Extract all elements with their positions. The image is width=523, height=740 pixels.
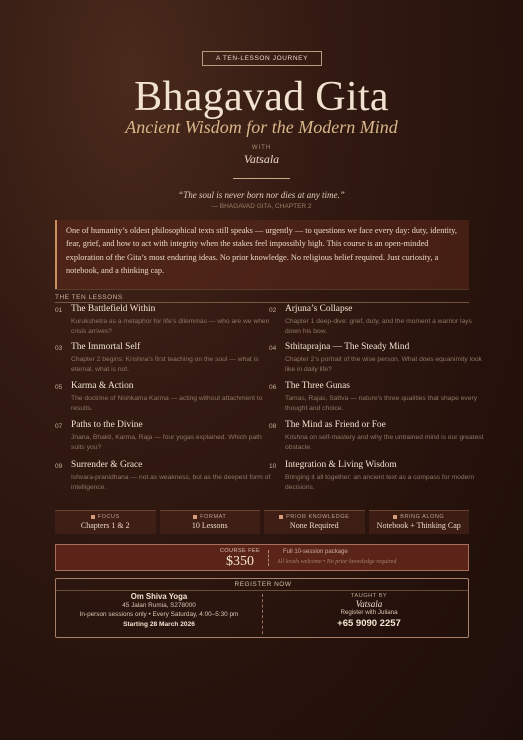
lesson-description: Chapter 2 begins: Krishna’s first teaching on the soul — what is eternal, what is not. [71, 356, 259, 373]
taught-by-label: TAUGHT BY [350, 593, 388, 599]
lesson-title: Integration & Living Wisdom [285, 460, 397, 470]
square-bullet-icon [393, 515, 397, 519]
start-date: Starting 28 March 2026 [123, 620, 195, 628]
lesson-description: Kurukshetra as a metaphor for life’s dilemmas — who are we when crisis arrives? [71, 318, 270, 335]
lesson-description: Chapter 1 deep-dive: grief, duty, and the moment a warrior lays down his bow. [285, 318, 472, 335]
lesson-description: Bringing it all together: an ancient text as a compass for modern decisions. [285, 474, 475, 491]
venue-details [56, 591, 262, 630]
lesson-number: 10 [269, 463, 277, 470]
lesson-title: Sthitaprajna — The Steady Mind [285, 342, 410, 352]
lesson-number: 04 [269, 345, 277, 352]
teacher-name-register: Vatsala [355, 599, 383, 609]
fee-note: All levels welcome • No prior knowledge required [277, 559, 397, 565]
lesson-number: 01 [55, 307, 63, 314]
fact-value: None Required [289, 521, 339, 530]
lesson-number: 06 [269, 384, 277, 391]
journey-badge: A TEN-LESSON JOURNEY [202, 51, 322, 66]
square-bullet-icon [91, 515, 95, 519]
lesson-number: 08 [269, 423, 277, 430]
fact-value: Notebook + Thinking Cap [376, 521, 461, 530]
register-title: REGISTER NOW [234, 581, 292, 588]
lesson-title: The Three Gunas [285, 381, 350, 391]
lesson-title: The Mind as Friend or Foe [285, 420, 386, 430]
register-panel [55, 578, 469, 638]
fact-prior-knowledge [264, 510, 365, 534]
contact-details [268, 591, 470, 629]
intro-panel: One of humanity’s oldest philosophical texts still speaks — urgently — to questions we face every day: duty, identity, fear, grief, and how to act with integrity when the stakes feel impossibly high. This course is an open-minded exploration of the Gita’s most enduring ideas. No prior knowledge. No religious belief required. Just curiosity, a notebook, and a thinking cap. [55, 220, 469, 289]
lesson-number: 03 [55, 345, 63, 352]
square-bullet-icon [279, 515, 283, 519]
fee-price: $350 [226, 554, 254, 569]
fact-value: 10 Lessons [191, 521, 228, 530]
fact-bring-along [369, 510, 470, 534]
lesson-number: 09 [55, 463, 63, 470]
lesson-description: The doctrine of Nishkama Karma — acting without attachment to results. [71, 395, 263, 412]
fact-focus [55, 510, 156, 534]
register-column-divider [262, 594, 263, 634]
lesson-description: Tamas, Rajas, Sattva — nature’s three qualities that shape every thought and choice. [285, 395, 478, 412]
teacher-name: Vatsala [243, 152, 280, 166]
fee-package: Full 10-session package [283, 549, 348, 555]
quote-text: “The soul is never born nor dies at any time.” [178, 190, 345, 200]
fact-label: FORMAT [200, 514, 227, 520]
square-bullet-icon [193, 515, 197, 519]
lesson-description: Chapter 2’s portrait of the wise person. What does equanimity look like in daily life? [285, 356, 482, 373]
quote-source: — BHAGAVAD GITA, CHAPTER 2 [211, 203, 312, 210]
with-label: WITH [251, 145, 272, 151]
lesson-description: Jnana, Bhakti, Karma, Raja — four yogas explained. Which path suits you? [71, 434, 262, 451]
course-fee-panel [55, 544, 469, 571]
course-facts [55, 510, 469, 534]
lesson-title: The Immortal Self [71, 342, 141, 352]
lesson-description: Ishvara-pranidhana — not as weakness, but as the deepest form of intelligence. [71, 474, 271, 491]
register-with: Register with Juliana [340, 609, 398, 616]
lesson-number: 05 [55, 384, 63, 391]
lesson-title: Karma & Action [71, 381, 134, 391]
lessons-heading: THE TEN LESSONS [55, 294, 469, 303]
fact-label: BRING ALONG [400, 514, 445, 520]
phone-number[interactable]: +65 9090 2257 [337, 618, 401, 629]
lesson-description: Krishna on self-mastery and why the untrained mind is our greatest obstacle. [285, 434, 484, 451]
session-schedule: In-person sessions only • Every Saturday, 4:00–5:30 pm [79, 611, 239, 619]
lesson-title: Paths to the Divine [71, 420, 143, 430]
lesson-number: 07 [55, 423, 63, 430]
fee-label: COURSE FEE [219, 548, 261, 554]
lesson-title: Arjuna’s Collapse [285, 304, 353, 314]
page-title: Bhagavad Gita [134, 74, 389, 120]
lesson-title: The Battlefield Within [71, 304, 156, 314]
divider [233, 178, 290, 179]
venue-name: Om Shiva Yoga [130, 592, 188, 601]
fact-label: PRIOR KNOWLEDGE [286, 514, 350, 520]
fact-format [160, 510, 261, 534]
venue-address: 45 Jalan Rumia, S278000 [122, 602, 196, 609]
page-subtitle: Ancient Wisdom for the Modern Mind [125, 117, 398, 137]
fee-divider [268, 550, 269, 566]
lesson-number: 02 [269, 307, 277, 314]
lesson-title: Surrender & Grace [71, 460, 143, 470]
fact-label: FOCUS [97, 514, 120, 520]
fact-value: Chapters 1 & 2 [80, 521, 130, 530]
